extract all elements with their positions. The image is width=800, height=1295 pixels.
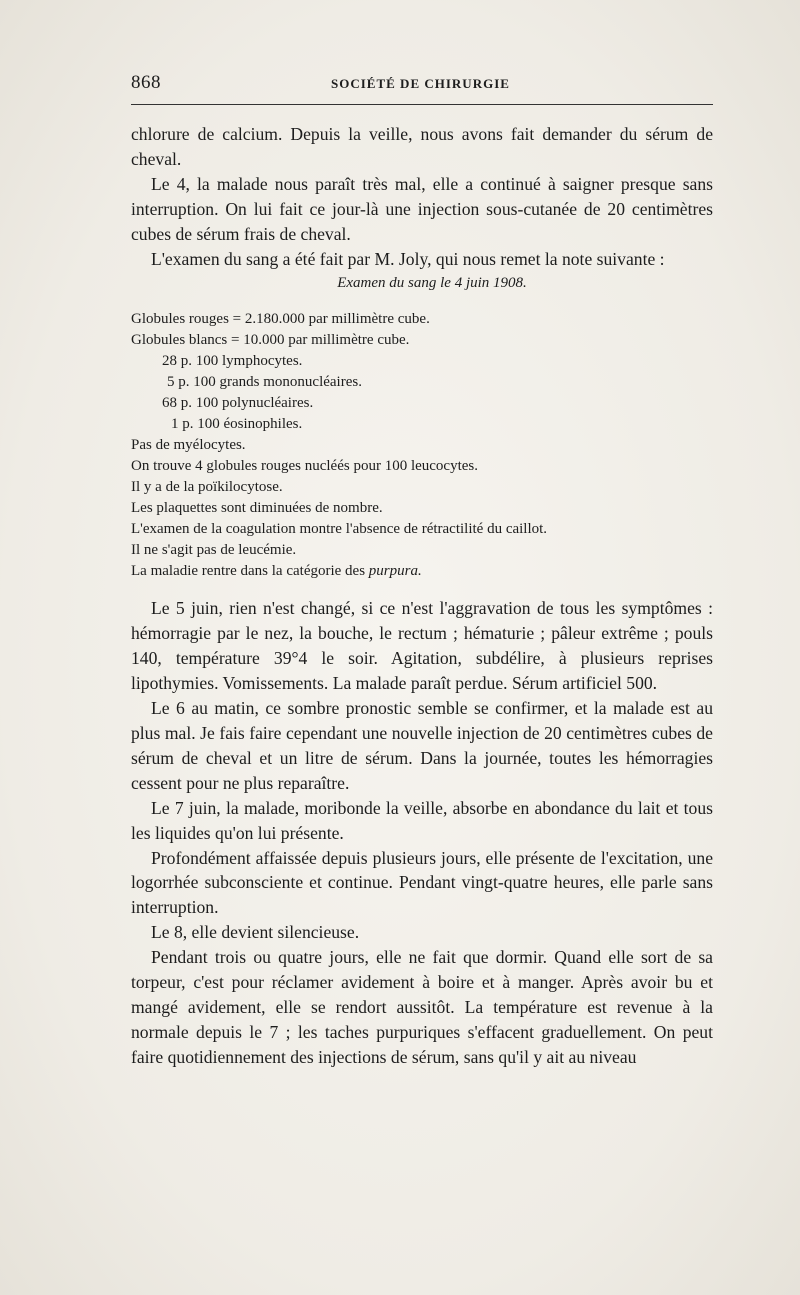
report-title: Examen du sang le 4 juin 1908.: [337, 275, 527, 292]
report-line: L'examen de la coagulation montre l'absence de rétractilité du caillot.: [131, 521, 548, 538]
report-line: 1 p. 100 éosinophiles.: [171, 416, 303, 433]
paragraph: Le 4, la malade nous paraît très mal, elle a continué à saigner presque sans interruption. On lui fait ce jour-là une injection sous-cutanée de 20 centimètres cubes de sérum frais de cheval.: [131, 173, 713, 244]
report-line: 5 p. 100 grands mononucléaires.: [167, 374, 362, 391]
report-conclusion-italic: purpura.: [368, 563, 422, 580]
paragraph: L'examen du sang a été fait par M. Joly, qui nous remet la note suivante :: [151, 248, 665, 269]
paragraph: Le 5 juin, rien n'est changé, si ce n'est l'aggravation de tous les symptômes : hémorragie par le nez, la bouche, le rectum ; hématurie ; pâleur extrême ; pouls 140, température 39°4 le soir. Agitation, subdélire, à plusieurs reprises lipothymies. Vomissements. La malade paraît perdue. Sérum artificiel 500.: [131, 598, 713, 694]
page-number: 868: [131, 72, 161, 93]
report-conclusion: [131, 561, 713, 582]
body-text: [131, 122, 713, 1070]
running-head: SOCIÉTÉ DE CHIRURGIE: [331, 76, 510, 91]
paragraph: Profondément affaissée depuis plusieurs jours, elle présente de l'excitation, une logorrhée subconsciente et continue. Pendant vingt-quatre heures, elle parle sans interruption.: [131, 847, 713, 918]
report-line: 68 p. 100 polynucléaires.: [162, 395, 314, 412]
report-line: Globules rouges = 2.180.000 par millimètre cube.: [131, 311, 430, 328]
paragraph: Le 6 au matin, ce sombre pronostic semble se confirmer, et la malade est au plus mal. Je fais faire cependant une nouvelle injection de 20 centimètres cubes de sérum de cheval et un litre de sérum. Dans la journée, toutes les hémorragies cessent pour ne plus reparaître.: [131, 698, 713, 793]
report-conclusion-text: La maladie rentre dans la catégorie des: [131, 563, 366, 580]
page-header: [131, 72, 713, 96]
paragraph: Pendant trois ou quatre jours, elle ne fait que dormir. Quand elle sort de sa torpeur, c'est pour réclamer avidement à boire et à manger. Après avoir bu et mangé avidement, elle se rendort aussitôt. La température est revenue à la normale depuis le 7 ; les taches purpuriques s'effacent graduellement. On peut faire quotidiennement des injections de sérum, sans qu'il y ait au niveau: [131, 947, 713, 1067]
paragraph: Le 8, elle devient silencieuse.: [151, 922, 360, 943]
paragraph: Le 7 juin, la malade, moribonde la veille, absorbe en abondance du lait et tous les liquides qu'on lui présente.: [131, 797, 713, 843]
report-line: Globules blancs = 10.000 par millimètre cube.: [131, 332, 410, 349]
blood-report: [131, 309, 713, 582]
header-rule: [131, 104, 713, 105]
report-line: On trouve 4 globules rouges nucléés pour 100 leucocytes.: [131, 458, 478, 475]
report-line: Il y a de la poïkilocytose.: [131, 479, 283, 496]
report-line: Il ne s'agit pas de leucémie.: [131, 542, 297, 559]
narrative: [131, 596, 713, 1069]
report-line: Les plaquettes sont diminuées de nombre.: [131, 500, 383, 517]
report-line: Pas de myélocytes.: [131, 437, 246, 454]
report-line: 28 p. 100 lymphocytes.: [162, 353, 303, 370]
paragraph: chlorure de calcium. Depuis la veille, nous avons fait demander du sérum de cheval.: [131, 124, 713, 169]
